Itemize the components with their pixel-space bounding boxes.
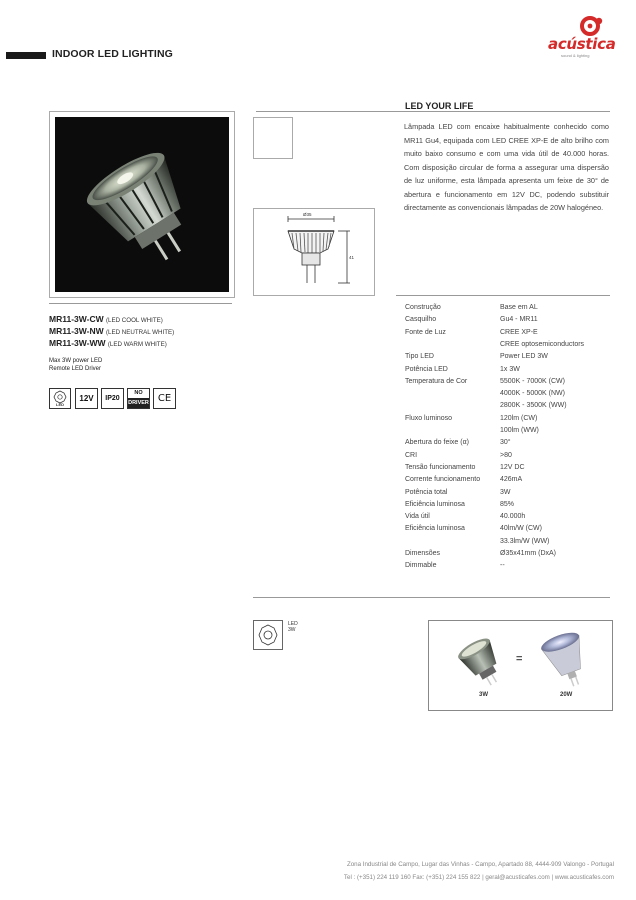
model-code-row [49,338,167,348]
spec-value: Gu4 - MR11 [500,316,538,324]
halogen-wattage-label: 20W [560,692,573,698]
left-divider [49,303,232,304]
spec-row [405,513,610,525]
no-driver-badge [127,388,150,409]
led-power-label [288,621,298,633]
spec-value: 3W [500,488,511,496]
spec-row [405,353,610,365]
spec-row [405,452,610,464]
mr11-lamp-image [55,117,229,292]
spec-label: Eficiência luminosa [405,525,465,533]
logo-wordmark: acústica [548,35,616,53]
spec-row [405,489,610,501]
spec-row [405,316,610,328]
spec-value: 40.000h [500,513,526,521]
spec-row [405,366,610,378]
model-code: MR11-3W-NW [49,326,104,336]
spec-row [405,427,610,439]
spec-divider [396,295,610,296]
spec-row [405,562,610,574]
spec-label: Tipo LED [405,353,434,361]
spec-value: 1x 3W [500,365,520,373]
no-driver-top: NO [134,390,143,396]
feature-item: Remote LED Driver [49,366,102,372]
comparison-images [429,621,612,710]
spec-label: Dimensões [405,550,441,557]
spec-label: Temperatura de Cor [405,377,468,385]
spec-row [405,304,610,316]
spec-label: Dimmable [405,562,437,570]
spec-row [405,550,610,562]
led-chip-icon [254,621,282,649]
spec-value: >80 [500,451,512,459]
feature-list [49,357,102,373]
spec-row [405,525,610,537]
spec-label: Fluxo luminoso [405,414,453,422]
feature-item: Max 3W power LED [49,358,103,364]
spec-label: Casquilho [405,316,437,324]
spec-row [405,501,610,513]
spec-row [405,329,610,341]
spec-row [405,439,610,451]
spec-value: 2800K - 3500K (WW) [500,402,567,410]
bottom-divider [253,597,610,598]
spec-label: Construção [405,304,441,311]
spec-row [405,378,610,390]
spec-value: Base em AL [500,304,538,311]
logo-tagline: sound & lighting [561,53,590,58]
footer-contacts: Tel : (+351) 224 119 160 Fax: (+351) 224 155 822 | geral@acusticafes.com | www.acusticafes.com [343,874,614,881]
led-badge-label: LED [56,402,64,407]
model-code-row [49,314,163,324]
spec-value: 30° [500,439,511,447]
spec-row [405,415,610,427]
spec-label: Fonte de Luz [405,328,446,336]
spec-label: Potência total [405,488,448,496]
spec-value: CREE XP-E [500,328,538,336]
model-code: MR11-3W-CW [49,314,104,324]
spec-value: Power LED 3W [500,353,548,361]
model-note: (LED NEUTRAL WHITE) [105,329,175,336]
page-header-title: INDOOR LED LIGHTING [52,48,173,60]
spec-row [405,390,610,402]
spec-row [405,341,610,353]
spec-label: Tensão funcionamento [405,463,476,471]
spec-value: 4000K - 5000K (NW) [500,390,565,398]
spec-value: 85% [500,500,515,508]
voltage-badge: 12V [75,388,98,409]
spec-value: CREE optosemiconductors [500,340,585,348]
comparison-box [428,620,613,711]
spec-value: Ø35x41mm (DxA) [500,550,557,557]
led-wattage-label: 3W [479,692,488,698]
model-note: (LED WARM WHITE) [107,341,167,348]
spec-label: Abertura do feixe (α) [405,439,469,447]
spec-row [405,476,610,488]
spec-value: 100lm (WW) [500,427,539,434]
no-driver-bottom: DRIVER [128,400,149,406]
led-3w-icon [253,620,283,650]
spec-value: 40lm/W (CW) [500,525,542,533]
equals-sign: = [516,653,523,665]
product-description: Lâmpada LED com encaixe habitualmente conhecido como MR11 Gu4, equipada com LED CREE XP-E de alto brilho com muito baixo consumo e com uma vida útil de 40.000 horas. Com disposição circular de forma a assegurar uma dispersão de luz uniforme, esta lâmpada apresenta um feixe de 30° de abertura e funcionamento em 12V DC, podendo substituir directamente as convencionais lâmpadas de 20W halogéneo. [404,122,609,212]
spec-value: 5500K - 7000K (CW) [500,377,565,385]
halogen-lamp-image [539,629,595,692]
technical-drawing [253,208,375,296]
header-bar [6,52,46,59]
ip-rating-badge: IP20 [101,388,124,409]
spec-label: Corrente funcionamento [405,476,481,484]
product-photo [49,111,235,298]
led-badge [49,388,71,409]
led-label-line: LED [288,621,298,627]
model-note: (LED COOL WHITE) [105,317,163,324]
dimension-diameter-label: Ø35 [303,212,312,217]
footer-address: Zona Industrial de Campo, Lugar das Vinhas - Campo, Apartado 88, 4444-909 Valongo - Portugal [346,861,614,868]
spec-value: 426mA [500,476,523,484]
spec-value: -- [500,562,505,570]
model-code-row [49,326,174,336]
spec-label: Vida útil [405,513,430,521]
spec-label: Eficiência luminosa [405,500,465,508]
spec-row [405,464,610,476]
brand-logo [546,16,618,62]
spec-value: 120lm (CW) [500,414,538,422]
spec-value: 12V DC [500,463,525,471]
section-divider [256,111,610,112]
thumbnail-frame [253,117,293,159]
model-code: MR11-3W-WW [49,338,106,348]
dimension-drawing [254,209,374,295]
spec-label: Potência LED [405,365,448,373]
ce-mark-badge: CE [153,388,176,409]
led-label-line: 3W [288,627,296,633]
section-title: LED YOUR LIFE [405,101,474,111]
dimension-height-label: 41 [349,255,355,260]
spec-value: 33.3lm/W (WW) [500,537,550,545]
spec-row [405,538,610,550]
spec-row [405,402,610,414]
spec-label: CRI [405,451,418,459]
led-lamp-image [455,635,509,693]
